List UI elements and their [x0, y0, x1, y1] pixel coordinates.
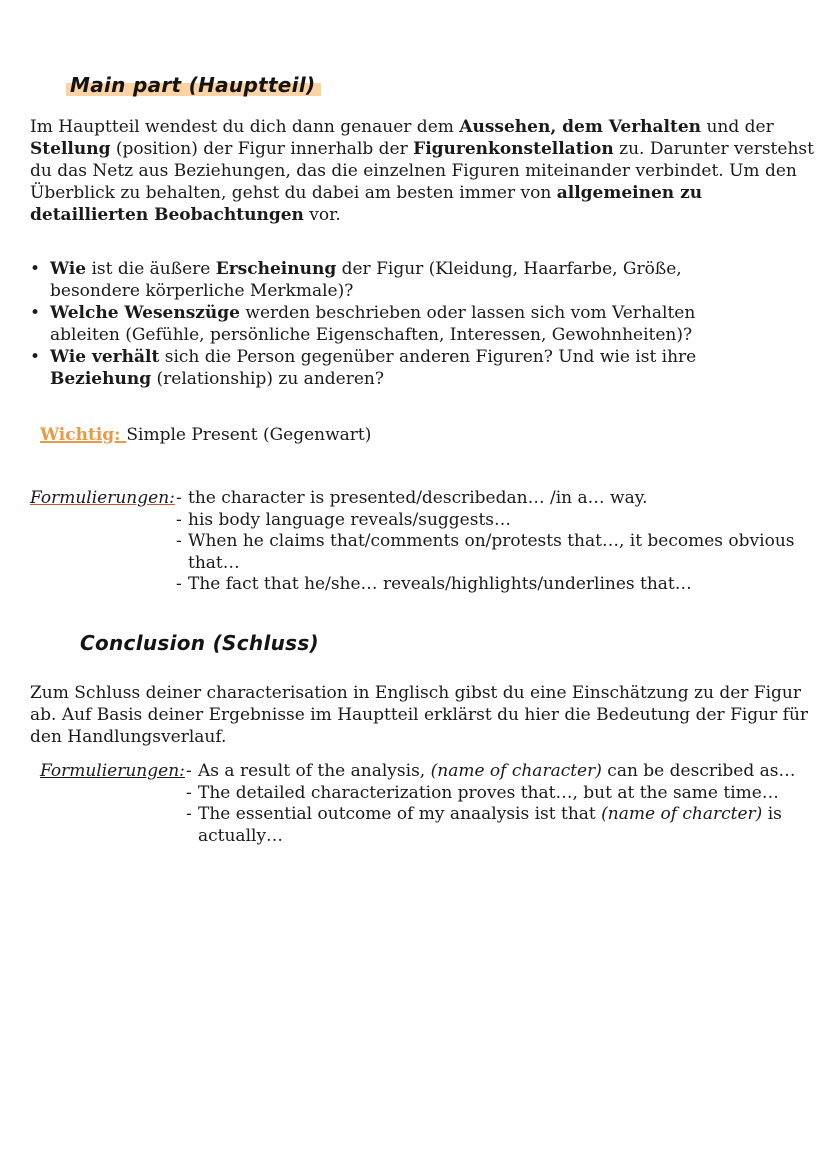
guiding-questions-list — [28, 258, 728, 390]
list-item: • Wie ist die äußere Erscheinung der Figur (Kleidung, Haarfarbe, Größe, besondere körperliche Merkmale)? — [30, 259, 682, 301]
phrases-label: Formulierungen: — [30, 488, 175, 508]
list-item: - When he claims that/comments on/protests that…, it becomes obvious that… — [176, 531, 795, 573]
important-label: Wichtig: — [40, 425, 127, 445]
phrases-list — [186, 761, 810, 847]
list-item: • Welche Wesenszüge werden beschrieben oder lassen sich vom Verhalten ableiten (Gefühle, persönliche Eigenschaften, Interessen, Gewohnheiten)? — [30, 303, 696, 345]
bullet-icon: • — [30, 347, 41, 367]
phrases-list — [176, 488, 810, 596]
conclusion-heading: Conclusion (Schluss) — [80, 631, 319, 655]
list-item: - The detailed characterization proves that…, but at the same time… — [186, 782, 779, 803]
list-item: - The essential outcome of my anaalysis ist that (name of charcter) is actually… — [186, 804, 782, 846]
phrases-label: Formulierungen: — [40, 761, 185, 781]
conclusion-intro: Zum Schluss deiner characterisation in Englisch gibst du eine Einschätzung zu der Figur ab. Auf Basis deiner Ergebnisse im Hauptteil erklärst du hier die Bedeutung der Figur für den Handlungsverlauf. — [30, 683, 809, 747]
list-item: - the character is presented/describedan… /in a… way. — [176, 488, 648, 508]
list-item: - his body language reveals/suggests… — [176, 509, 512, 530]
main-part-heading: Main part (Hauptteil) — [66, 72, 321, 98]
list-item: - The fact that he/she… reveals/highlights/underlines that… — [176, 574, 692, 594]
list-item: • Wie verhält sich die Person gegenüber anderen Figuren? Und wie ist ihre Beziehung (relationship) zu anderen? — [30, 347, 697, 389]
list-item: - As a result of the analysis, (name of character) can be described as… — [186, 761, 796, 781]
bullet-icon: • — [30, 259, 41, 279]
important-note — [40, 424, 371, 446]
main-part-intro: Im Hauptteil wendest du dich dann genauer dem Aussehen, dem Verhalten und der Stellung (position) der Figur innerhalb der Figurenkonstellation zu. Darunter verstehst du das Netz aus Beziehungen, das die einzelnen Figuren miteinander verbindet. Um den Überblick zu behalten, gehst du dabei am besten immer von allgemeinen zu detaillierten Beobachtungen vor. — [30, 117, 814, 225]
bullet-icon: • — [30, 303, 41, 323]
important-text: Simple Present (Gegenwart) — [126, 425, 372, 445]
